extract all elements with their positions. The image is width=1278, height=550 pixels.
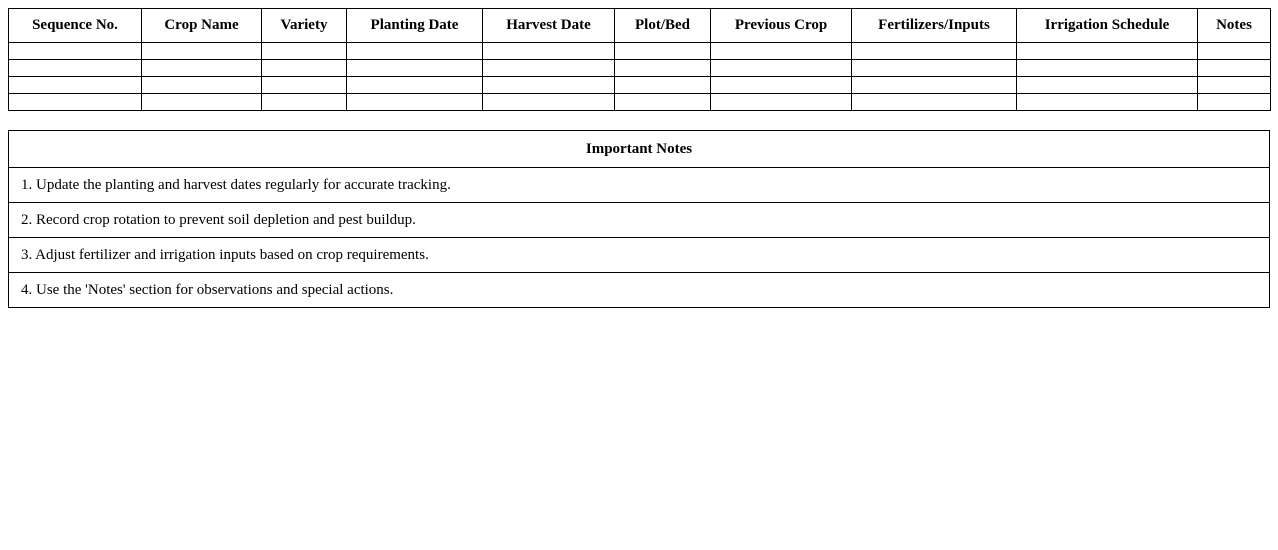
table-cell[interactable] [347,60,483,77]
table-cell[interactable] [1017,43,1198,60]
table-row [9,60,1271,77]
table-cell[interactable] [9,60,142,77]
header-plot-bed: Plot/Bed [615,9,711,43]
table-cell[interactable] [615,60,711,77]
table-cell[interactable] [1198,77,1271,94]
table-cell[interactable] [711,60,852,77]
table-cell[interactable] [347,94,483,111]
table-cell[interactable] [1198,60,1271,77]
table-cell[interactable] [347,43,483,60]
header-sequence-no: Sequence No. [9,9,142,43]
table-cell[interactable] [1198,94,1271,111]
header-notes: Notes [1198,9,1271,43]
table-cell[interactable] [1017,60,1198,77]
table-cell[interactable] [852,94,1017,111]
notes-row [9,203,1270,238]
table-cell[interactable] [483,94,615,111]
header-irrigation-schedule: Irrigation Schedule [1017,9,1198,43]
notes-row [9,168,1270,203]
table-cell[interactable] [615,77,711,94]
table-cell[interactable] [1017,77,1198,94]
note-item: 3. Adjust fertilizer and irrigation inputs based on crop requirements. [9,238,1270,273]
table-row [9,94,1271,111]
table-cell[interactable] [483,43,615,60]
table-cell[interactable] [852,60,1017,77]
table-cell[interactable] [615,94,711,111]
table-cell[interactable] [852,77,1017,94]
table-cell[interactable] [711,77,852,94]
table-cell[interactable] [1017,94,1198,111]
table-cell[interactable] [262,94,347,111]
table-row [9,77,1271,94]
table-cell[interactable] [9,77,142,94]
header-planting-date: Planting Date [347,9,483,43]
header-previous-crop: Previous Crop [711,9,852,43]
table-cell[interactable] [9,94,142,111]
table-cell[interactable] [142,43,262,60]
crop-rotation-table [8,8,1271,111]
header-fertilizers-inputs: Fertilizers/Inputs [852,9,1017,43]
table-cell[interactable] [711,43,852,60]
note-item: 1. Update the planting and harvest dates regularly for accurate tracking. [9,168,1270,203]
note-item: 2. Record crop rotation to prevent soil depletion and pest buildup. [9,203,1270,238]
important-notes-table [8,130,1270,308]
table-header-row [9,9,1271,43]
header-variety: Variety [262,9,347,43]
notes-title: Important Notes [9,131,1270,168]
table-cell[interactable] [483,60,615,77]
header-harvest-date: Harvest Date [483,9,615,43]
table-cell[interactable] [262,60,347,77]
table-cell[interactable] [142,60,262,77]
table-cell[interactable] [142,94,262,111]
table-cell[interactable] [262,77,347,94]
table-cell[interactable] [347,77,483,94]
table-cell[interactable] [852,43,1017,60]
header-crop-name: Crop Name [142,9,262,43]
table-cell[interactable] [483,77,615,94]
table-cell[interactable] [262,43,347,60]
table-cell[interactable] [9,43,142,60]
table-cell[interactable] [142,77,262,94]
notes-header-row [9,131,1270,168]
table-cell[interactable] [1198,43,1271,60]
table-cell[interactable] [615,43,711,60]
note-item: 4. Use the 'Notes' section for observations and special actions. [9,273,1270,308]
table-cell[interactable] [711,94,852,111]
notes-row [9,238,1270,273]
table-row [9,43,1271,60]
notes-row [9,273,1270,308]
